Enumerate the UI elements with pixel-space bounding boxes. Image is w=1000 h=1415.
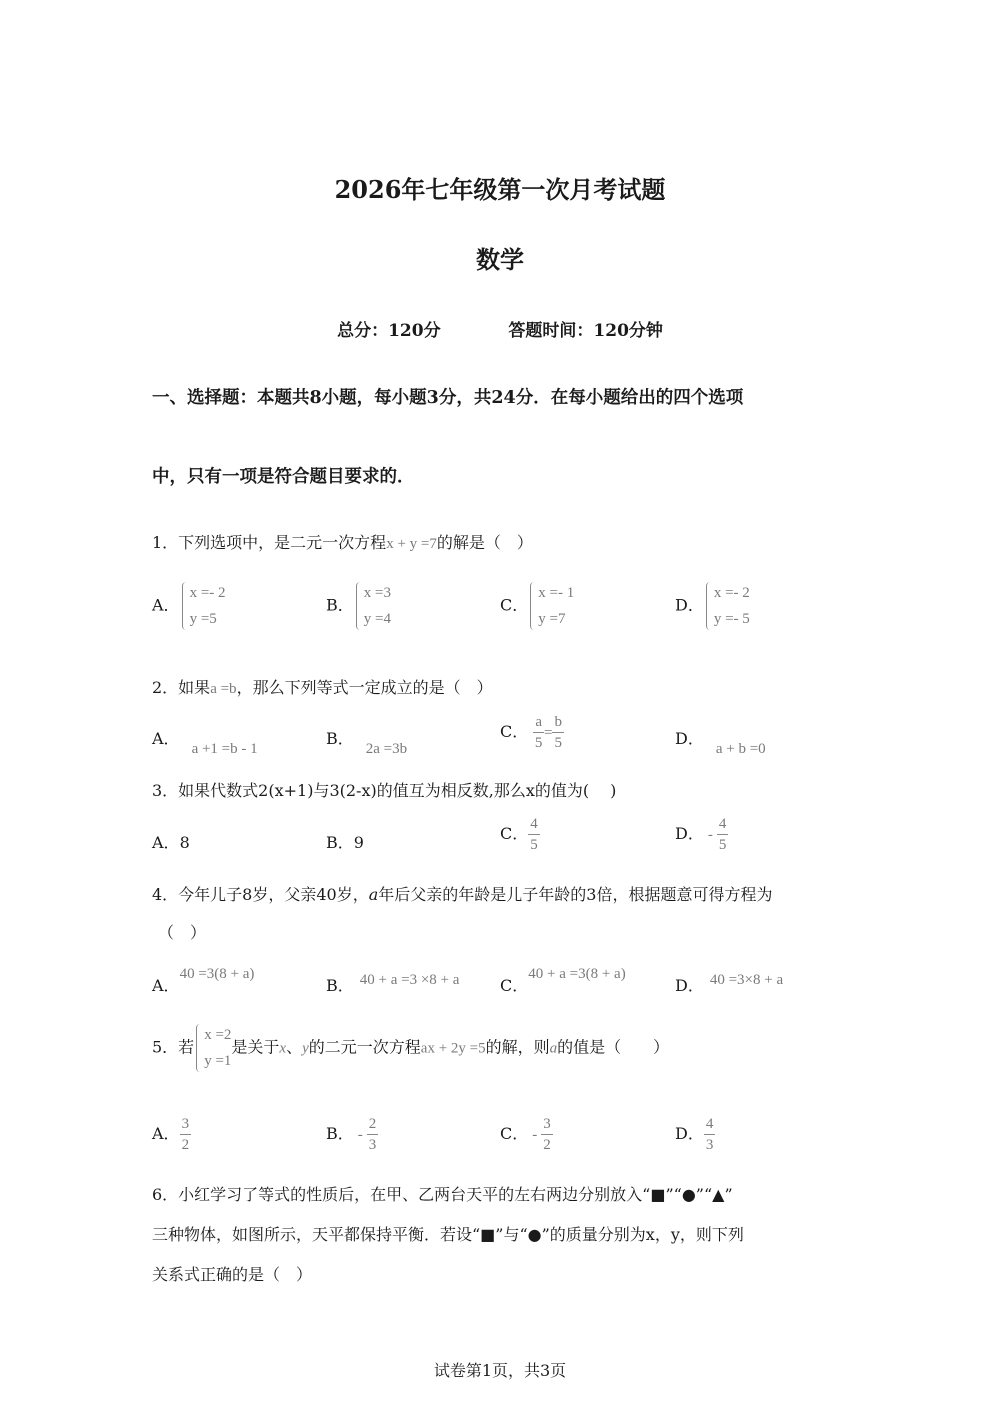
question-6-line3: 关系式正确的是（ ） bbox=[152, 1265, 313, 1284]
q1-option-d[interactable]: D． x =- 2 y =- 5 bbox=[675, 580, 750, 632]
subject-title: 数学 bbox=[476, 245, 524, 274]
exam-meta bbox=[0, 316, 1000, 341]
question-4-stem: 4．今年儿子8岁，父亲40岁，a年后父亲的年龄是儿子年龄的3倍，根据题意可得方程为 bbox=[152, 885, 773, 904]
q1-option-b[interactable]: B． x =3 y =4 bbox=[326, 580, 391, 632]
question-6-line2: 三种物体，如图所示，天平都保持平衡．若设“■”与“●”的质量分别为x，y，则下列 bbox=[152, 1225, 744, 1244]
q5-option-a[interactable]: A． $\frac{3}{2}$ bbox=[152, 1116, 190, 1153]
question-2-stem: 2．如果a =b，那么下列等式一定成立的是（ ） bbox=[152, 678, 493, 697]
question-4-stem-line2: （ ） bbox=[158, 923, 207, 942]
q2-option-c[interactable]: C． $\frac{a}{5}$ = $\frac{b}{5}$ bbox=[500, 714, 562, 751]
question-6-line1: 6．小红学习了等式的性质后，在甲、乙两台天平的左右两边分别放入“■”“●”“▲” bbox=[152, 1185, 733, 1204]
exam-title: 2026年七年级第一次月考试题 bbox=[334, 175, 666, 204]
q1-equation: x + y =7 bbox=[386, 536, 437, 552]
section-heading-line1: 一、选择题：本题共8小题，每小题3分，共24分．在每小题给出的四个选项 bbox=[152, 388, 744, 408]
question-1-stem: 1．下列选项中，是二元一次方程x + y =7的解是（ ） bbox=[152, 533, 533, 552]
q3-option-c[interactable]: C． $\frac{4}{5}$ bbox=[500, 816, 538, 853]
q4-option-a[interactable]: A．40 =3(8 + a) bbox=[152, 966, 255, 995]
q3-option-a[interactable]: A．8 bbox=[152, 833, 190, 852]
q5-option-d[interactable]: D． $\frac{4}{3}$ bbox=[675, 1116, 714, 1153]
q2-condition: a =b bbox=[210, 681, 237, 697]
question-5-stem: 5．若 x =2 y =1 是关于x、y的二元一次方程ax + 2y =5的解，则a的值是（ ） bbox=[152, 1022, 669, 1074]
q4-option-b[interactable]: B． 40 + a =3 ×8 + a bbox=[326, 972, 460, 995]
q3-option-d[interactable]: D． - $\frac{4}{5}$ bbox=[675, 816, 727, 853]
page-footer: 试卷第1页，共3页 bbox=[433, 1361, 567, 1380]
total-score: 总分：120分 bbox=[337, 321, 441, 341]
q2-option-a[interactable]: A．a +1 =b - 1 bbox=[152, 729, 258, 757]
q4-option-c[interactable]: C．40 + a =3(8 + a) bbox=[500, 966, 626, 995]
q4-option-d[interactable]: D． 40 =3×8 + a bbox=[675, 972, 784, 995]
q1-option-a[interactable]: A． x =- 2 y =5 bbox=[152, 580, 226, 632]
exam-time: 答题时间：120分钟 bbox=[508, 321, 663, 341]
q2-option-b[interactable]: B．2a =3b bbox=[326, 729, 408, 757]
question-3-stem: 3．如果代数式2(x+1)与3(2-x)的值互为相反数,那么x的值为( ) bbox=[152, 781, 617, 800]
q2-option-d[interactable]: D．a + b =0 bbox=[675, 729, 766, 757]
section-heading-line2: 中，只有一项是符合题目要求的． bbox=[152, 467, 415, 487]
q3-option-b[interactable]: B．9 bbox=[326, 833, 364, 852]
q5-option-b[interactable]: B． - $\frac{2}{3}$ bbox=[326, 1116, 377, 1153]
q5-option-c[interactable]: C． - $\frac{3}{2}$ bbox=[500, 1116, 551, 1153]
q1-option-c[interactable]: C． x =- 1 y =7 bbox=[500, 580, 574, 632]
